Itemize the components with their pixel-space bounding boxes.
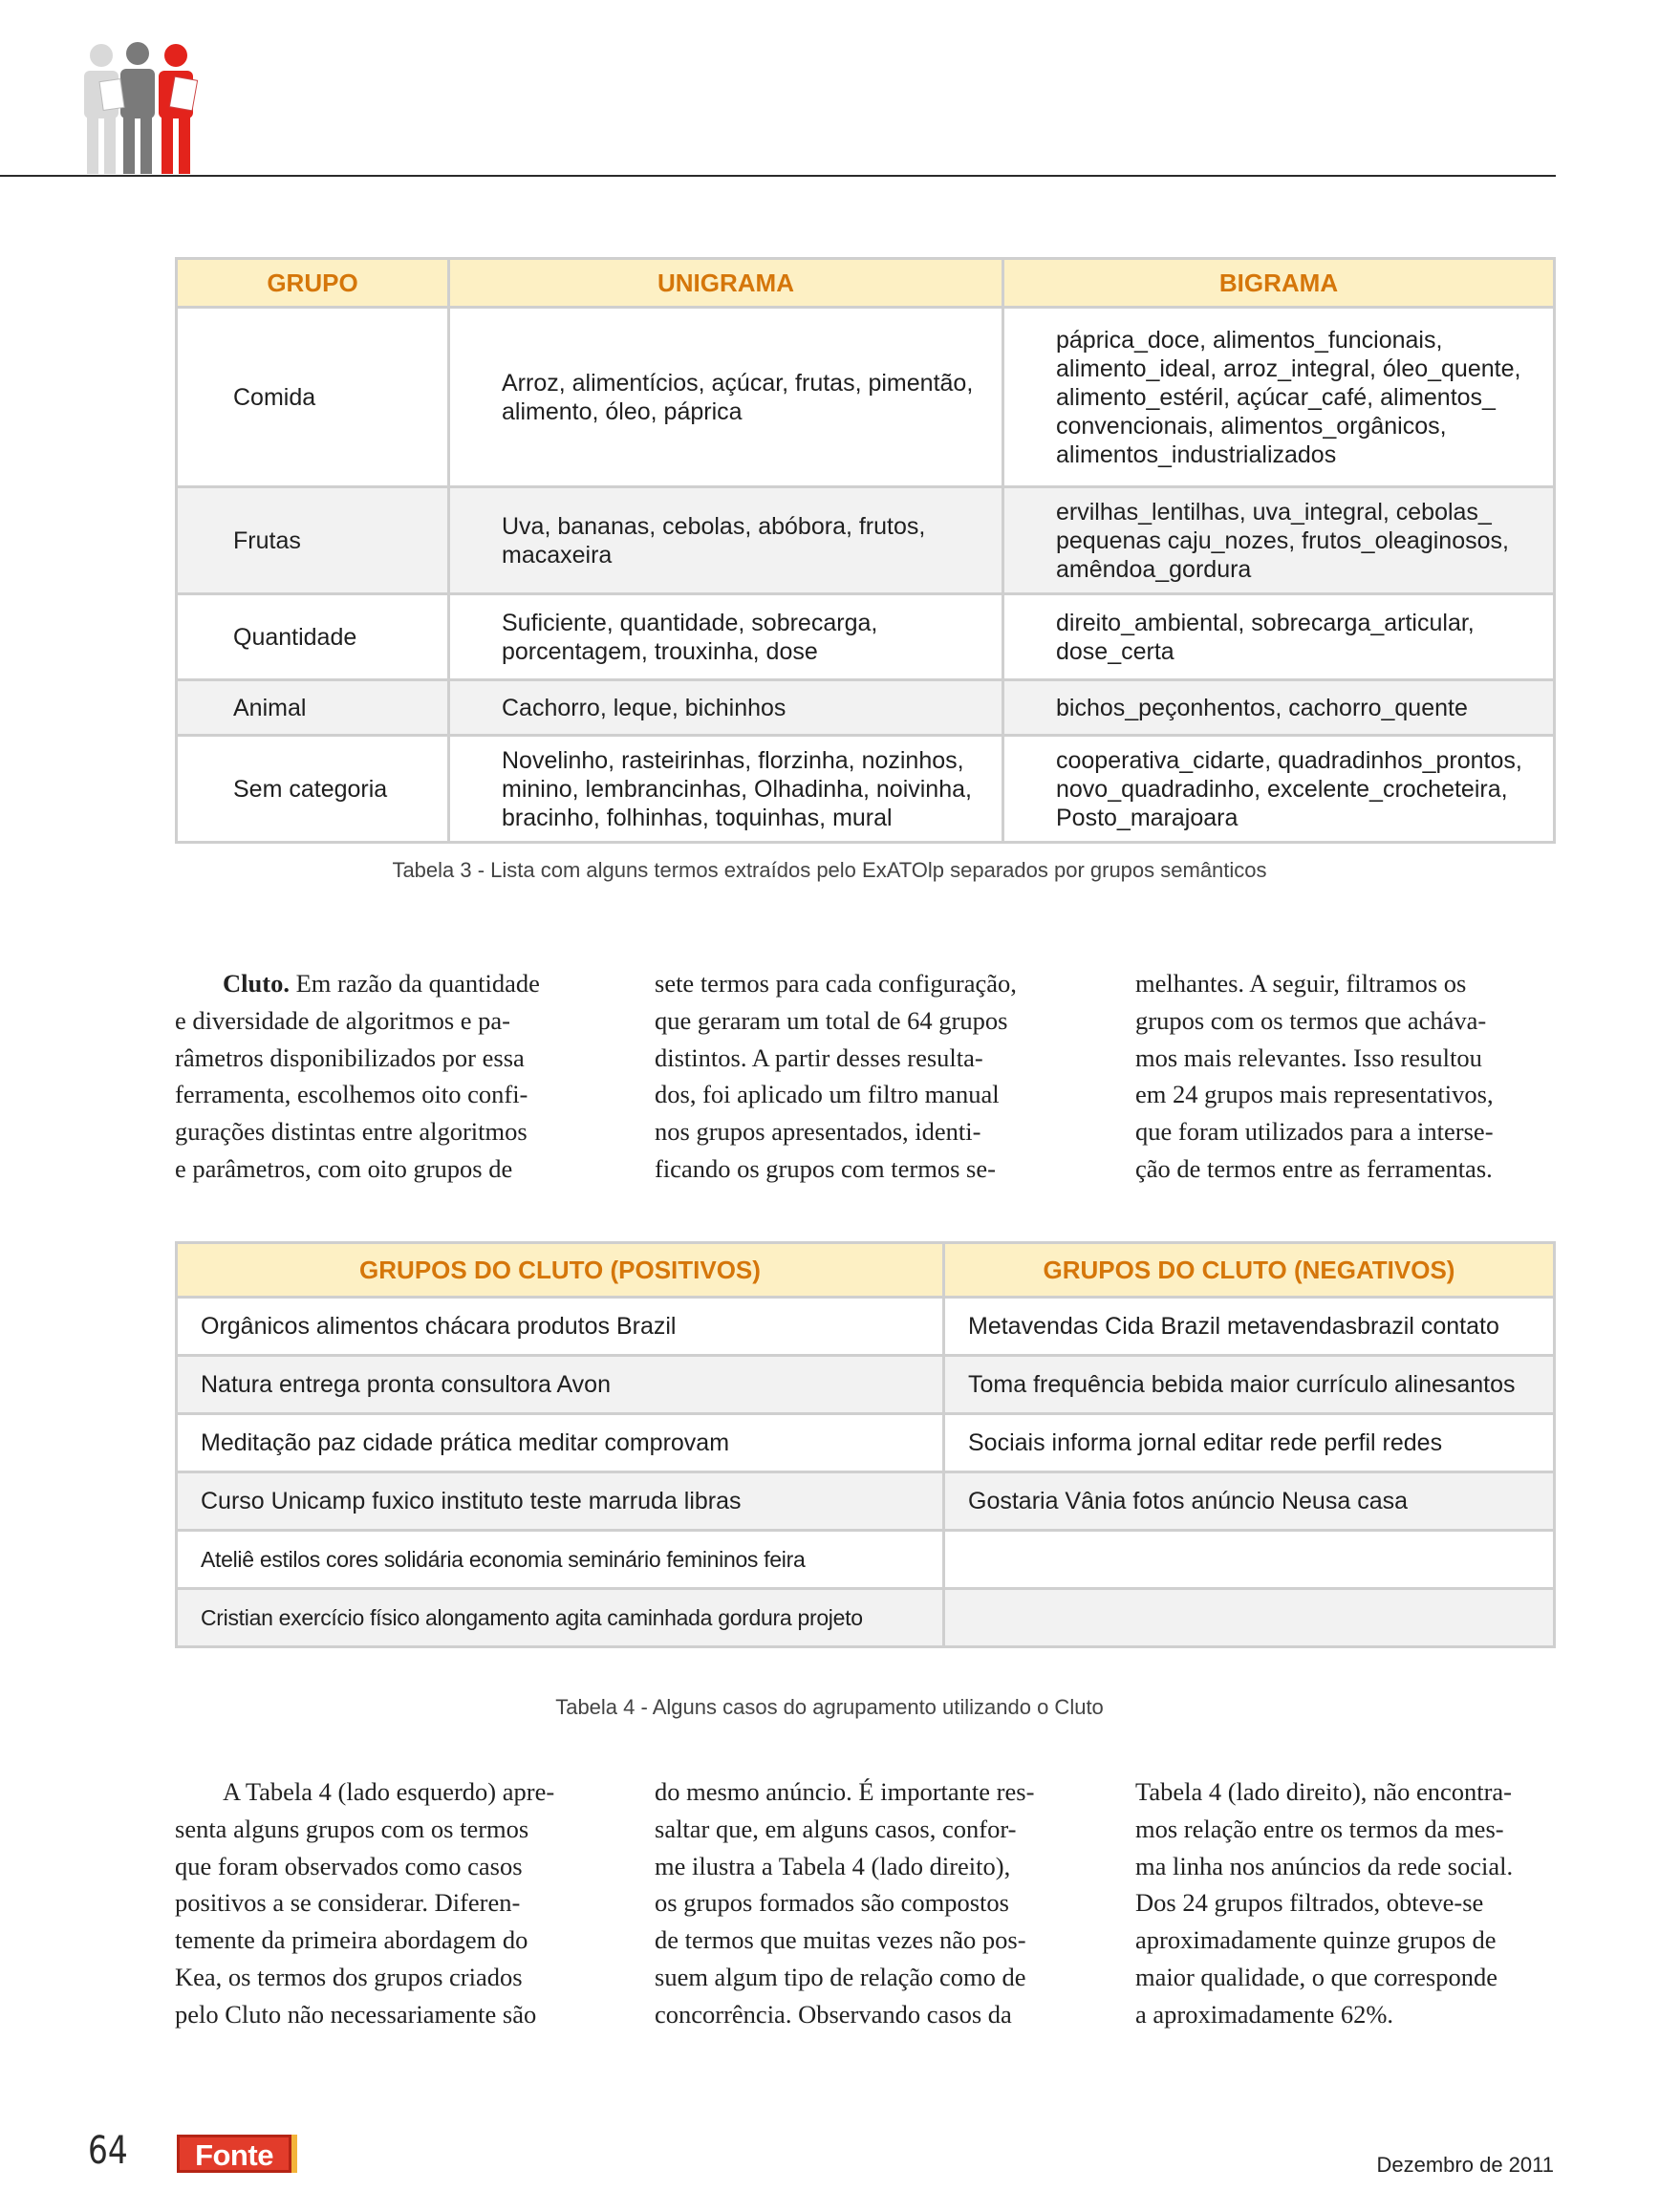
table-cell-grupo: Animal [177,680,449,736]
table-4 [175,1241,1556,1648]
cell-line: direito_ambiental, sobrecarga_articular, [1056,609,1475,636]
table-row [177,308,1555,487]
table-cell-bigrama [1003,308,1555,487]
table-cell-grupo: Comida [177,308,449,487]
paragraph-line: pelo Cluto não necessariamente são [175,1999,537,2029]
cell-line: macaxeira [502,541,613,569]
table-row [177,680,1555,736]
table-cell-unigrama [449,308,1003,487]
paragraph-line: senta alguns grupos com os termos [175,1814,529,1843]
table-cell-unigrama [449,680,1003,736]
table-3-caption: Tabela 3 - Lista com alguns termos extraídos pelo ExATOlp separados por grupos semânticos [392,858,1267,882]
table-cell-positive: Cristian exercício físico alongamento agita caminhada gordura projeto [177,1589,944,1647]
paragraph-line: ção de termos entre as ferramentas. [1135,1153,1493,1183]
cell-line: alimento, óleo, páprica [502,397,743,425]
paragraph-line: os grupos formados são compostos [655,1888,1009,1918]
table-cell-bigrama [1003,736,1555,843]
paragraph-line: que foram utilizados para a interse- [1135,1117,1494,1147]
cell-line: alimento_estéril, açúcar_café, alimentos_ [1056,383,1496,411]
paragraph-line: melhantes. A seguir, filtramos os [1135,969,1467,998]
paragraph-line: e diversidade de algoritmos e pa- [175,1005,510,1035]
paragraph-line: me ilustra a Tabela 4 (lado direito), [655,1851,1011,1880]
paragraph-line: dos, foi aplicado um filtro manual [655,1080,1000,1109]
paragraph-line: do mesmo anúncio. É importante res- [655,1777,1035,1806]
cell-line: minino, lembrancinhas, Olhadinha, noivinha, [502,775,972,803]
paragraph-line: a aproximadamente 62%. [1135,1999,1394,2029]
paragraph-line: sete termos para cada configuração, [655,969,1017,998]
cell-line: bracinho, folhinhas, toquinhas, mural [502,804,893,831]
table-cell-unigrama [449,594,1003,680]
table-cell-positive: Curso Unicamp fuxico instituto teste marruda libras [177,1472,944,1531]
body-column-2 [655,1773,1072,2033]
table-cell-grupo: Frutas [177,487,449,594]
table-cell-negative: Toma frequência bebida maior currículo alinesantos [944,1356,1555,1414]
table-cell-bigrama [1003,487,1555,594]
issue-date: Dezembro de 2011 [1376,2153,1554,2177]
table-cell-unigrama [449,487,1003,594]
paragraph-line: A Tabela 4 (lado esquerdo) apre- [223,1777,555,1806]
paragraph-line: em 24 grupos mais representativos, [1135,1080,1494,1109]
paragraph-line: gurações distintas entre algoritmos [175,1117,528,1147]
table-3 [175,257,1556,844]
cell-line: Cachorro, leque, bichinhos [502,694,786,721]
table-cell-negative [944,1589,1555,1647]
table-3-header: GRUPO [177,259,449,308]
cell-line: bichos_peçonhentos, cachorro_quente [1056,694,1468,721]
paragraph-line: suem algum tipo de relação como de [655,1962,1026,1991]
paragraph-line: mos mais relevantes. Isso resultou [1135,1042,1482,1072]
cell-line: Arroz, alimentícios, açúcar, frutas, pimentão, [502,369,974,397]
table-cell-positive: Meditação paz cidade prática meditar comprovam [177,1414,944,1472]
body-column-1 [175,1773,592,2033]
cell-line: Suficiente, quantidade, sobrecarga, [502,609,878,636]
table-3-header: BIGRAMA [1003,259,1555,308]
paragraph-line: Kea, os termos dos grupos criados [175,1962,523,1991]
paragraph-line: grupos com os termos que acháva- [1135,1005,1487,1035]
table-row [177,1414,1555,1472]
table-row [177,1531,1555,1589]
table-cell-unigrama [449,736,1003,843]
table-row [177,487,1555,594]
paragraph-line: e parâmetros, com oito grupos de [175,1153,513,1183]
cell-line: páprica_doce, alimentos_funcionais, [1056,326,1443,354]
table-cell-bigrama [1003,594,1555,680]
body-column-3 [1135,1773,1553,2033]
table-cell-grupo: Sem categoria [177,736,449,843]
paragraph-line [175,965,592,1002]
table-row [177,1472,1555,1531]
table-4-caption: Tabela 4 - Alguns casos do agrupamento utilizando o Cluto [555,1695,1104,1719]
paragraph-line: que foram observados como casos [175,1851,523,1880]
paragraph-line: aproximadamente quinze grupos de [1135,1925,1497,1955]
page-number: 64 [88,2129,128,2173]
cell-line: alimento_ideal, arroz_integral, óleo_quente, [1056,354,1521,382]
section-run-in-title: Cluto. [223,969,290,998]
table-4-header: GRUPOS DO CLUTO (POSITIVOS) [177,1243,944,1298]
cell-line: Novelinho, rasteirinhas, florzinha, nozinhos, [502,746,964,774]
paragraph-line: ferramenta, escolhemos oito confi- [175,1080,528,1109]
table-row [177,594,1555,680]
cell-line: cooperativa_cidarte, quadradinhos_prontos, [1056,746,1522,774]
paragraph-line: Dos 24 grupos filtrados, obteve-se [1135,1888,1484,1918]
table-cell-negative [944,1531,1555,1589]
paragraph-line: temente da primeira abordagem do [175,1925,528,1955]
table-4-header: GRUPOS DO CLUTO (NEGATIVOS) [944,1243,1555,1298]
table-3-header: UNIGRAMA [449,259,1003,308]
cell-line: amêndoa_gordura [1056,555,1252,583]
brand-logo: Fonte [177,2135,291,2173]
body-column-2 [655,965,1072,1188]
table-cell-positive: Natura entrega pronta consultora Avon [177,1356,944,1414]
table-cell-positive: Ateliê estilos cores solidária economia seminário femininos feira [177,1531,944,1589]
paragraph-line: ficando os grupos com termos se- [655,1153,996,1183]
cell-line: convencionais, alimentos_orgânicos, [1056,412,1447,440]
paragraph-line: ma linha nos anúncios da rede social. [1135,1851,1514,1880]
table-cell-negative: Metavendas Cida Brazil metavendasbrazil contato [944,1298,1555,1356]
paragraph-line: Tabela 4 (lado direito), não encontra- [1135,1777,1512,1806]
paragraph-line: saltar que, em alguns casos, confor- [655,1814,1017,1843]
cell-line: novo_quadradinho, excelente_crocheteira, [1056,775,1508,803]
table-row [177,1356,1555,1414]
table-row [177,1298,1555,1356]
paragraph-line: de termos que muitas vezes não pos- [655,1925,1026,1955]
cell-line: Posto_marajoara [1056,804,1239,831]
paragraph-line: mos relação entre os termos da mes- [1135,1814,1504,1843]
paragraph-line: que geraram um total de 64 grupos [655,1005,1008,1035]
paragraph-line: maior qualidade, o que corresponde [1135,1962,1497,1991]
line-text: Em razão da quantidade [295,969,540,998]
table-cell-grupo: Quantidade [177,594,449,680]
table-cell-negative: Gostaria Vânia fotos anúncio Neusa casa [944,1472,1555,1531]
cell-line: ervilhas_lentilhas, uva_integral, cebolas_ [1056,498,1492,526]
cell-line: dose_certa [1056,637,1174,665]
body-column-3 [1135,965,1553,1188]
table-row [177,1589,1555,1647]
header-rule [0,175,1556,177]
table-cell-negative: Sociais informa jornal editar rede perfil redes [944,1414,1555,1472]
table-cell-bigrama [1003,680,1555,736]
cell-line: porcentagem, trouxinha, dose [502,637,818,665]
cell-line: pequenas caju_nozes, frutos_oleaginosos, [1056,526,1509,554]
paragraph-line: râmetros disponibilizados por essa [175,1042,525,1072]
cell-line: Uva, bananas, cebolas, abóbora, frutos, [502,512,926,540]
paragraph-line: positivos a se considerar. Diferen- [175,1888,521,1918]
body-column-1 [175,965,592,1188]
paragraph-line: nos grupos apresentados, identi- [655,1117,981,1147]
three-people-icon [76,42,218,176]
table-row [177,736,1555,843]
paragraph-line: distintos. A partir desses resulta- [655,1042,983,1072]
paragraph-line: concorrência. Observando casos da [655,1999,1012,2029]
cell-line: alimentos_industrializados [1056,440,1337,468]
table-cell-positive: Orgânicos alimentos chácara produtos Brazil [177,1298,944,1356]
